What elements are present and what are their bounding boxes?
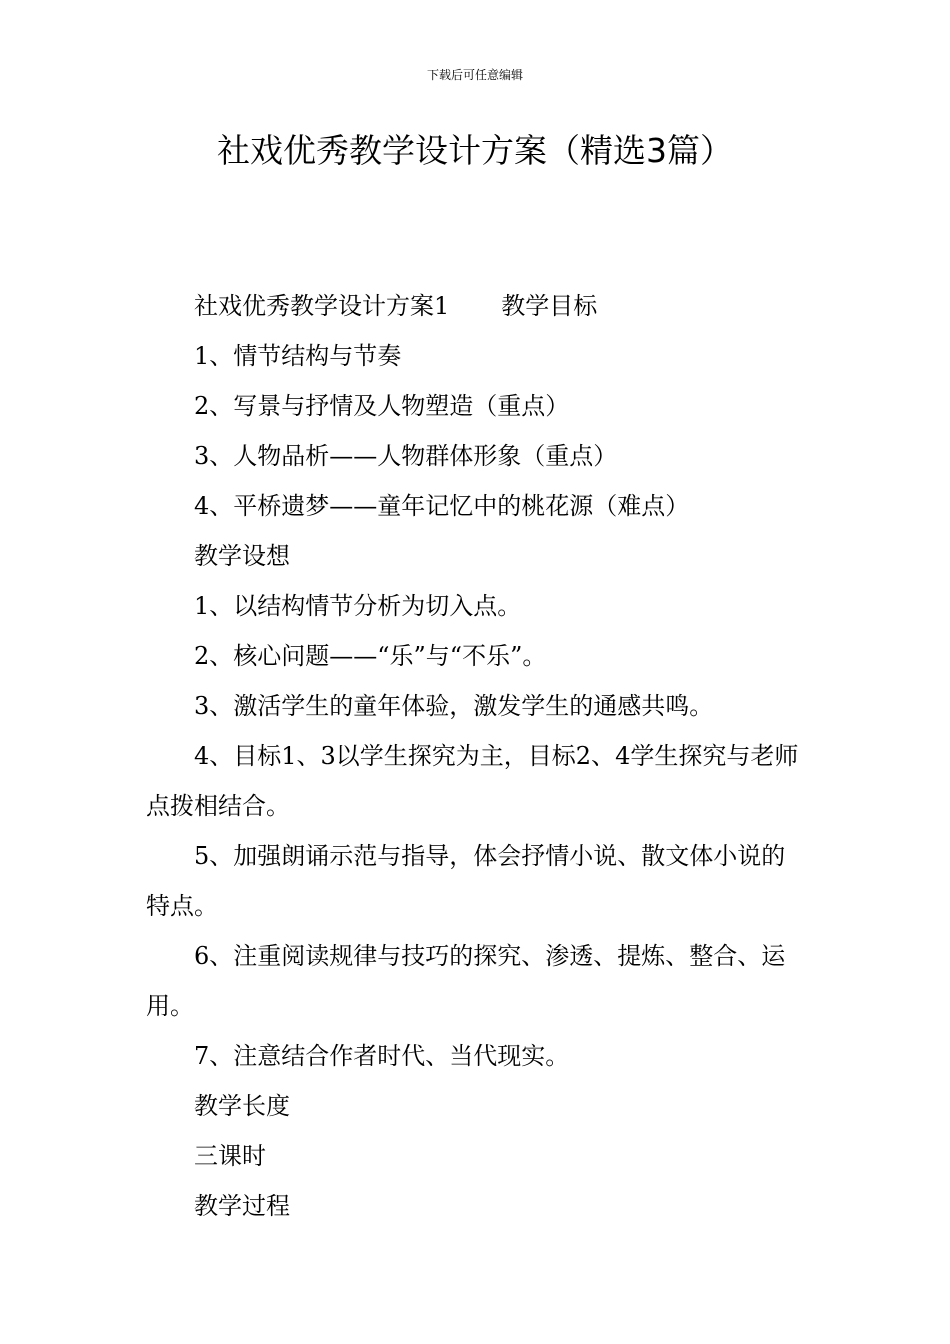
section-heading-process: 教学过程: [194, 1192, 290, 1220]
goal-item: 3、人物品析——人物群体形象（重点）: [194, 442, 618, 470]
idea-item: 1、以结构情节分析为切入点。: [194, 592, 522, 620]
goal-item: 4、平桥遗梦——童年记忆中的桃花源（难点）: [194, 492, 690, 520]
document-title: 社戏优秀教学设计方案（精选3篇）: [217, 131, 733, 170]
idea-item: 6、注重阅读规律与技巧的探究、渗透、提炼、整合、运用。: [146, 942, 786, 1020]
idea-item: 4、目标1、3以学生探究为主，目标2、4学生探究与老师点拨相结合。: [146, 742, 799, 820]
plan-label: 社戏优秀教学设计方案1: [194, 292, 450, 320]
goal-item: 1、情节结构与节奏: [194, 342, 402, 370]
idea-item: 7、注意结合作者时代、当代现实。: [194, 1042, 570, 1070]
idea-item: 5、加强朗诵示范与指导，体会抒情小说、散文体小说的特点。: [146, 842, 786, 920]
intro-line: [146, 281, 808, 331]
section-label-goals: 教学目标: [501, 292, 598, 320]
idea-item: 2、核心问题——“乐”与“不乐”。: [194, 642, 547, 670]
length-value: 三课时: [194, 1142, 266, 1170]
document-body: [146, 281, 808, 1231]
goal-item: 2、写景与抒情及人物塑造（重点）: [194, 392, 570, 420]
idea-item: 3、激活学生的童年体验，激发学生的通感共鸣。: [194, 692, 714, 720]
header-note: 下载后可任意编辑: [426, 68, 523, 82]
section-heading-length: 教学长度: [194, 1092, 290, 1120]
section-heading-ideas: 教学设想: [194, 542, 290, 570]
